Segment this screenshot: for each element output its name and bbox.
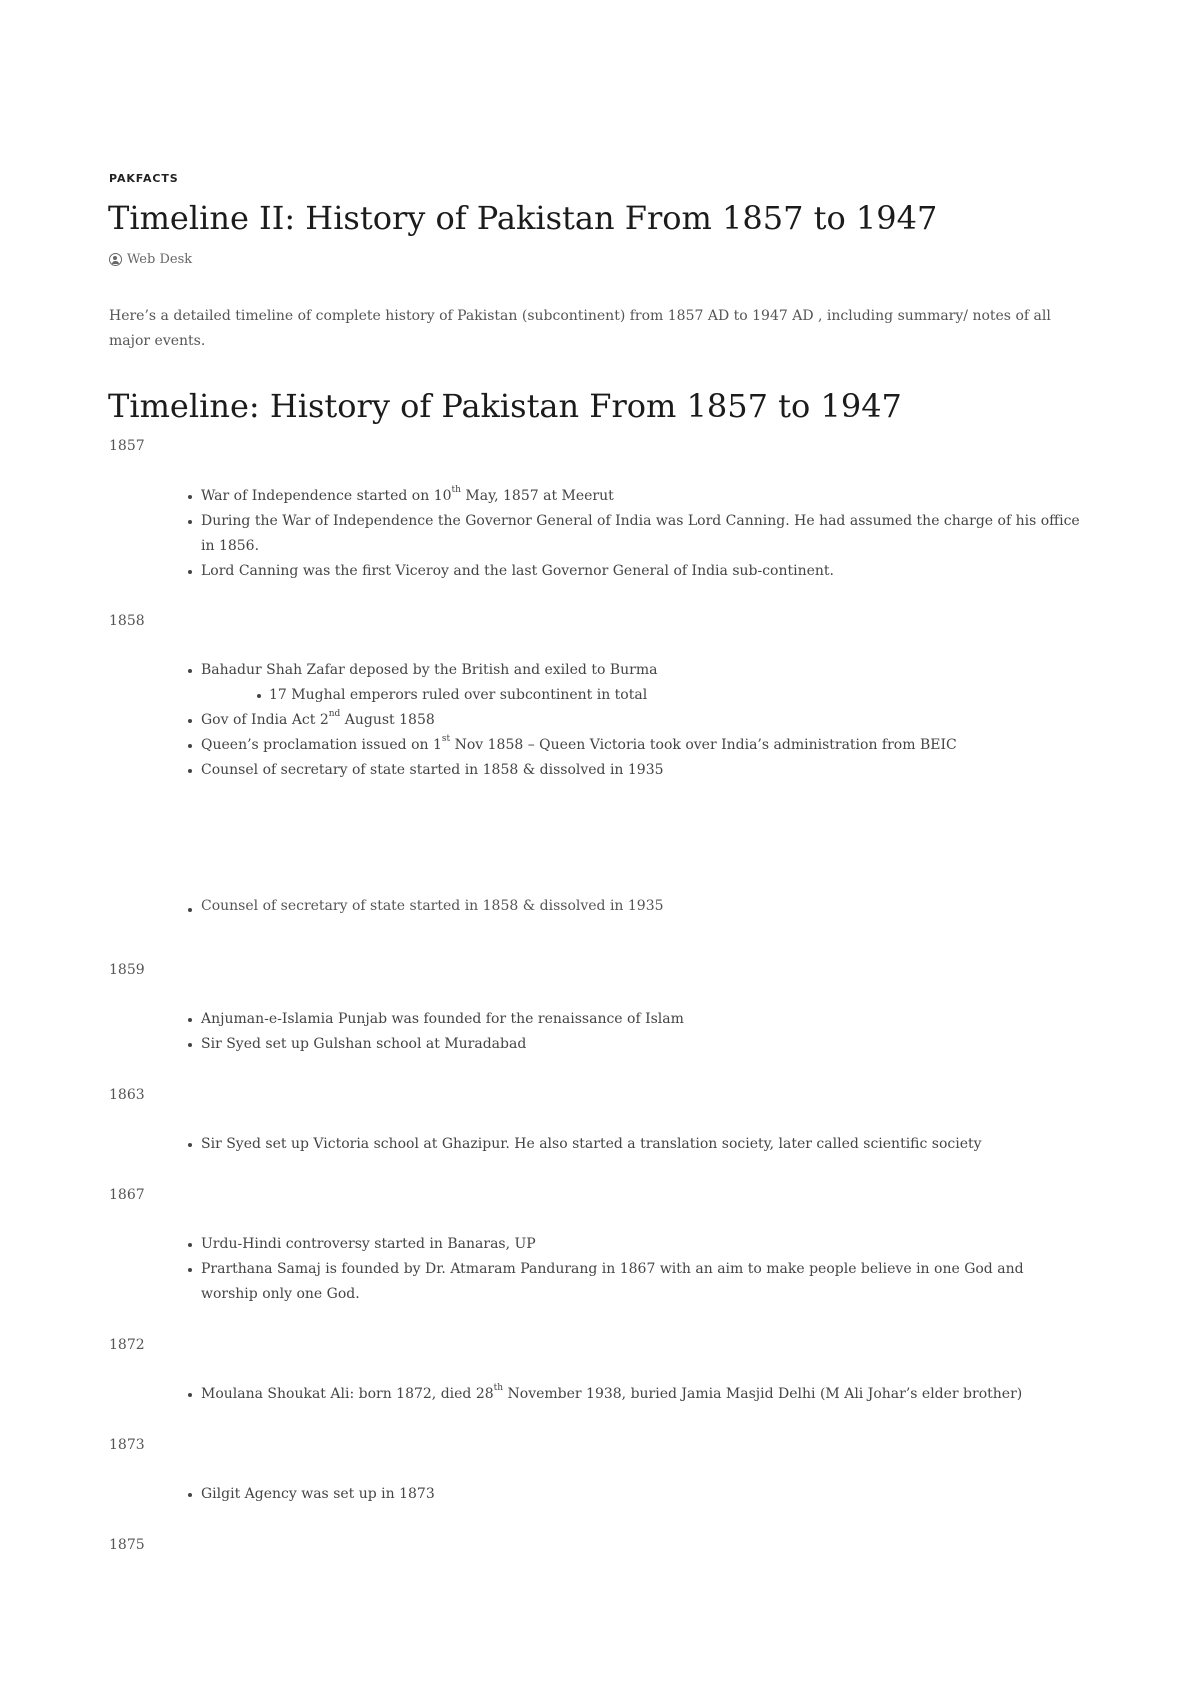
- year-label-1875: 1875: [109, 1537, 145, 1553]
- list-item: Sir Syed set up Gulshan school at Muradabad: [182, 1032, 1082, 1057]
- list-item: War of Independence started on 10th May, 1857 at Meerut: [182, 484, 1082, 509]
- year-label-1859: 1859: [109, 962, 145, 978]
- timeline-heading: Timeline: History of Pakistan From 1857 to 1947: [108, 387, 902, 425]
- list-1859: [182, 1007, 1082, 1057]
- year-label-1872: 1872: [109, 1337, 145, 1353]
- list-item: Counsel of secretary of state started in 1858 & dissolved in 1935: [182, 758, 1082, 783]
- list-1858: [182, 658, 1082, 783]
- list-1863: [182, 1132, 1082, 1157]
- year-label-1863: 1863: [109, 1087, 145, 1103]
- author-name[interactable]: Web Desk: [127, 252, 193, 267]
- list-item: Moulana Shoukat Ali: born 1872, died 28th November 1938, buried Jamia Masjid Delhi (M Ali Johar’s elder brother): [182, 1382, 1082, 1407]
- category-label[interactable]: PAKFACTS: [109, 172, 179, 185]
- cut-line-text: Counsel of secretary of state started in 1858 & dissolved in 1935: [201, 898, 664, 914]
- article-title: Timeline II: History of Pakistan From 1857 to 1947: [108, 199, 938, 237]
- page-break-cut-line: [182, 898, 702, 920]
- list-item: Gov of India Act 2nd August 1858: [182, 708, 1082, 733]
- list-item: Lord Canning was the first Viceroy and the last Governor General of India sub-continent.: [182, 559, 1082, 584]
- list-1857: [182, 484, 1082, 584]
- list-item-nested: 17 Mughal emperors ruled over subcontinent in total: [252, 683, 1082, 708]
- list-item: Queen’s proclamation issued on 1st Nov 1858 – Queen Victoria took over India’s administration from BEIC: [182, 733, 1082, 758]
- list-item: Prarthana Samaj is founded by Dr. Atmaram Pandurang in 1867 with an aim to make people believe in one God and worship only one God.: [182, 1257, 1082, 1307]
- user-icon: [109, 253, 122, 266]
- author-byline[interactable]: [109, 252, 192, 267]
- list-item: Anjuman-e-Islamia Punjab was founded for the renaissance of Islam: [182, 1007, 1082, 1032]
- list-item: Urdu-Hindi controversy started in Banaras, UP: [182, 1232, 1082, 1257]
- year-label-1857: 1857: [109, 438, 145, 454]
- year-label-1873: 1873: [109, 1437, 145, 1453]
- bullet-dot: [188, 908, 192, 912]
- list-1872: [182, 1382, 1082, 1407]
- list-1873: [182, 1482, 1082, 1507]
- year-label-1858: 1858: [109, 613, 145, 629]
- list-item: Bahadur Shah Zafar deposed by the British and exiled to Burma: [182, 658, 1082, 683]
- intro-paragraph: Here’s a detailed timeline of complete history of Pakistan (subcontinent) from 1857 AD to 1947 AD , including summary/ notes of all major events.: [109, 308, 1051, 349]
- year-label-1867: 1867: [109, 1187, 145, 1203]
- list-item: Gilgit Agency was set up in 1873: [182, 1482, 1082, 1507]
- list-item: During the War of Independence the Governor General of India was Lord Canning. He had assumed the charge of his office in 1856.: [182, 509, 1082, 559]
- list-item: Sir Syed set up Victoria school at Ghazipur. He also started a translation society, later called scientific society: [182, 1132, 1082, 1157]
- list-1867: [182, 1232, 1082, 1307]
